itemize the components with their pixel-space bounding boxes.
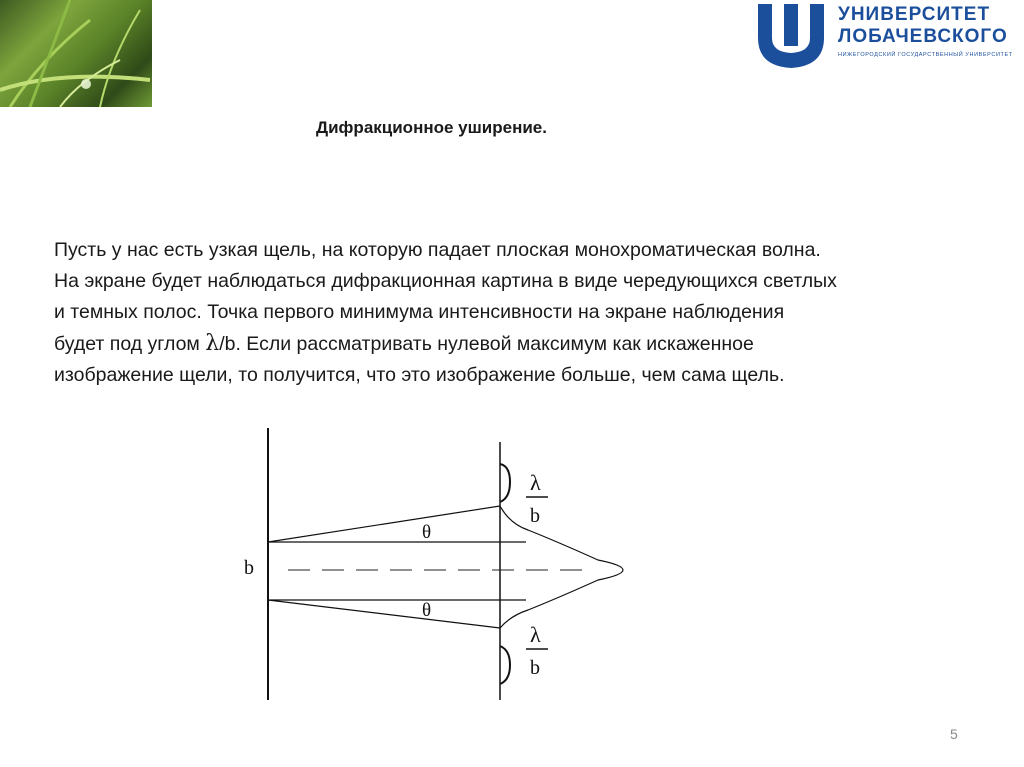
body-line: и темных полос. Точка первого минимума интенсивности на экране наблюдения (54, 301, 785, 323)
body-line-end: /b. Если рассматривать нулевой максимум как искаженное (219, 333, 754, 355)
slide-title: Дифракционное уширение. (316, 118, 547, 137)
slit-width-label: b (244, 557, 254, 579)
diffraction-diagram (228, 420, 668, 705)
lambda-symbol: λ (205, 331, 220, 356)
university-logo (754, 0, 1016, 72)
body-line (54, 328, 1014, 360)
body-line: На экране будет наблюдаться дифракционная картина в виде чередующихся светлых (54, 270, 837, 292)
university-emblem-icon (754, 0, 828, 70)
angle-label-upper: θ (422, 522, 432, 543)
grass-photo (0, 0, 152, 107)
logo-text-university: УНИВЕРСИТЕТ (838, 4, 991, 25)
logo-text-subtitle: НИЖЕГОРОДСКИЙ ГОСУДАРСТВЕННЫЙ УНИВЕРСИТЕТ (838, 52, 1013, 58)
body-line: изображение щели, то получится, что это изображение больше, чем сама щель. (54, 364, 785, 386)
lambda-label-lower: λ (530, 622, 541, 647)
grass-blades-graphic (0, 0, 152, 107)
diffracted-ray-lower (268, 600, 500, 628)
side-lobe-lower (500, 646, 510, 684)
intensity-profile-curve (500, 506, 623, 628)
body-line: Пусть у нас есть узкая щель, на которую падает плоская монохроматическая волна. (54, 239, 821, 261)
body-line-start: будет под углом (54, 333, 206, 355)
diffracted-ray-upper (268, 506, 500, 542)
lambda-label-upper: λ (530, 470, 541, 495)
b-label-lower: b (530, 657, 540, 679)
slide-body-text (54, 235, 1014, 391)
b-label-upper: b (530, 505, 540, 527)
side-lobe-upper (500, 464, 510, 502)
logo-text-lobachevsky: ЛОБАЧЕВСКОГО (838, 26, 1008, 47)
page-number: 5 (950, 726, 958, 742)
angle-label-lower: θ (422, 600, 432, 621)
